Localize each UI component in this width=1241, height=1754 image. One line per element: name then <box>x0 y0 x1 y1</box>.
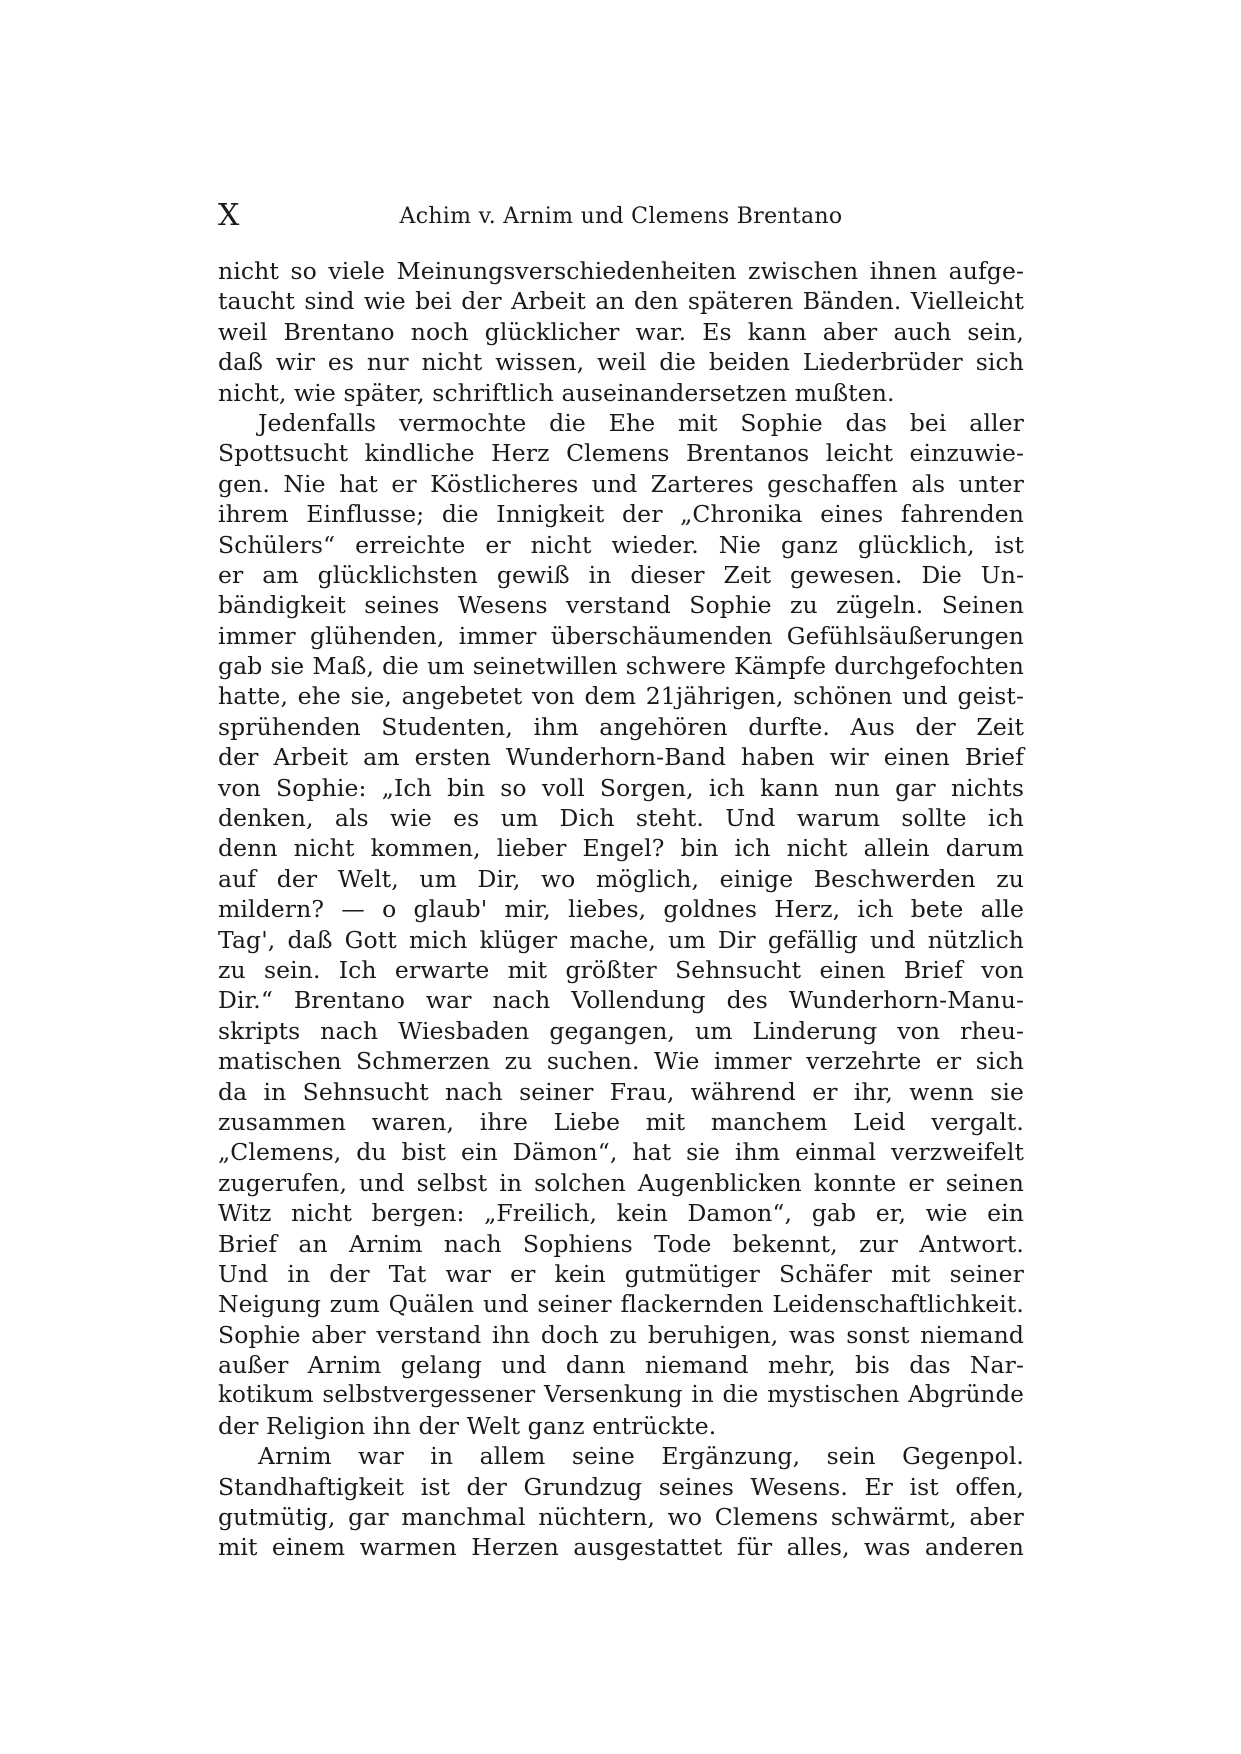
text-line: Und in der Tat war er kein gutmütiger Schäfer mit seiner <box>218 1259 1024 1288</box>
text-line: Jedenfalls vermochte die Ehe mit Sophie das bei aller <box>258 408 1024 437</box>
text-line: Neigung zum Quälen und seiner flackernden Leidenschaftlichkeit. <box>218 1290 1024 1319</box>
body-text <box>218 256 1024 1563</box>
page-header <box>218 198 1024 234</box>
text-line: denken, als wie es um Dich steht. Und warum sollte ich <box>218 804 1024 833</box>
text-line: bändigkeit seines Wesens verstand Sophie zu zügeln. Seinen <box>218 591 1024 620</box>
text-line: ihrem Einflusse; die Innigkeit der „Chronika eines fahrenden <box>218 500 1024 529</box>
text-line: Witz nicht bergen: „Freilich, kein Damon“, gab er, wie ein <box>218 1199 1024 1228</box>
text-line: Sophie aber verstand ihn doch zu beruhigen, was sonst niemand <box>218 1320 1024 1349</box>
text-line: auf der Welt, um Dir, wo möglich, einige Beschwerden zu <box>218 864 1024 893</box>
text-line: gutmütig, gar manchmal nüchtern, wo Clemens schwärmt, aber <box>218 1503 1024 1532</box>
text-line: skripts nach Wiesbaden gegangen, um Linderung von rheu- <box>218 1016 1024 1045</box>
text-line: nicht, wie später, schriftlich auseinandersetzen mußten. <box>218 378 895 407</box>
text-line: „Clemens, du bist ein Dämon“, hat sie ihm einmal verzweifelt <box>218 1138 1024 1167</box>
text-line: gen. Nie hat er Köstlicheres und Zarteres geschaffen als unter <box>218 469 1024 498</box>
text-line: Standhaftigkeit ist der Grundzug seines Wesens. Er ist offen, <box>218 1472 1024 1501</box>
text-line: Spottsucht kindliche Herz Clemens Brentanos leicht einzuwie- <box>218 439 1024 468</box>
text-line: von Sophie: „Ich bin so voll Sorgen, ich kann nun gar nichts <box>218 773 1024 802</box>
text-line: der Arbeit am ersten Wunderhorn-Band haben wir einen Brief <box>218 743 1024 772</box>
text-line: denn nicht kommen, lieber Engel? bin ich nicht allein darum <box>218 834 1024 863</box>
text-line: nicht so viele Meinungsverschiedenheiten zwischen ihnen aufge- <box>218 257 1024 285</box>
text-line: gab sie Maß, die um seinetwillen schwere Kämpfe durchgefochten <box>218 652 1024 681</box>
text-line: mildern? — o glaub' mir, liebes, goldnes Herz, ich bete alle <box>218 895 1024 924</box>
text-line: zugerufen, und selbst in solchen Augenblicken konnte er seinen <box>218 1168 1024 1197</box>
text-line: zusammen waren, ihre Liebe mit manchem Leid vergalt. <box>218 1107 1024 1136</box>
text-line: da in Sehnsucht nach seiner Frau, während er ihr, wenn sie <box>218 1077 1024 1106</box>
text-line: Schülers“ erreichte er nicht wieder. Nie ganz glücklich, ist <box>218 530 1024 559</box>
text-line: zu sein. Ich erwarte mit größter Sehnsucht einen Brief von <box>218 955 1024 984</box>
text-line: taucht sind wie bei der Arbeit an den späteren Bänden. Vielleicht <box>218 287 1024 316</box>
text-line: außer Arnim gelang und dann niemand mehr, bis das Nar- <box>218 1351 1024 1380</box>
text-line: er am glücklichsten gewiß in dieser Zeit gewesen. Die Un- <box>218 560 1024 589</box>
text-line: mit einem warmen Herzen ausgestattet für alles, was anderen <box>218 1533 1024 1562</box>
running-title: Achim v. Arnim und Clemens Brentano <box>399 204 843 229</box>
text-line: immer glühenden, immer überschäumenden Gefühlsäußerungen <box>218 621 1024 650</box>
text-line: kotikum selbstvergessener Versenkung in die mystischen Abgründe <box>218 1382 1024 1409</box>
text-line: Tag', daß Gott mich klüger mache, um Dir gefällig und nützlich <box>218 925 1024 954</box>
text-line: Arnim war in allem seine Ergänzung, sein Gegenpol. <box>258 1442 1024 1471</box>
text-line: weil Brentano noch glücklicher war. Es kann aber auch sein, <box>218 317 1024 346</box>
text-line: der Religion ihn der Welt ganz entrückte. <box>218 1411 717 1440</box>
text-line: daß wir es nur nicht wissen, weil die beiden Liederbrüder sich <box>218 348 1024 377</box>
text-line: matischen Schmerzen zu suchen. Wie immer verzehrte er sich <box>218 1047 1024 1076</box>
text-line: sprühenden Studenten, ihm angehören durfte. Aus der Zeit <box>218 712 1024 741</box>
page-number: X <box>218 198 240 233</box>
text-line: hatte, ehe sie, angebetet von dem 21jährigen, schönen und geist- <box>218 682 1024 711</box>
text-line: Brief an Arnim nach Sophiens Tode bekennt, zur Antwort. <box>218 1229 1024 1258</box>
text-line: Dir.“ Brentano war nach Vollendung des Wunderhorn-Manu- <box>218 986 1024 1015</box>
